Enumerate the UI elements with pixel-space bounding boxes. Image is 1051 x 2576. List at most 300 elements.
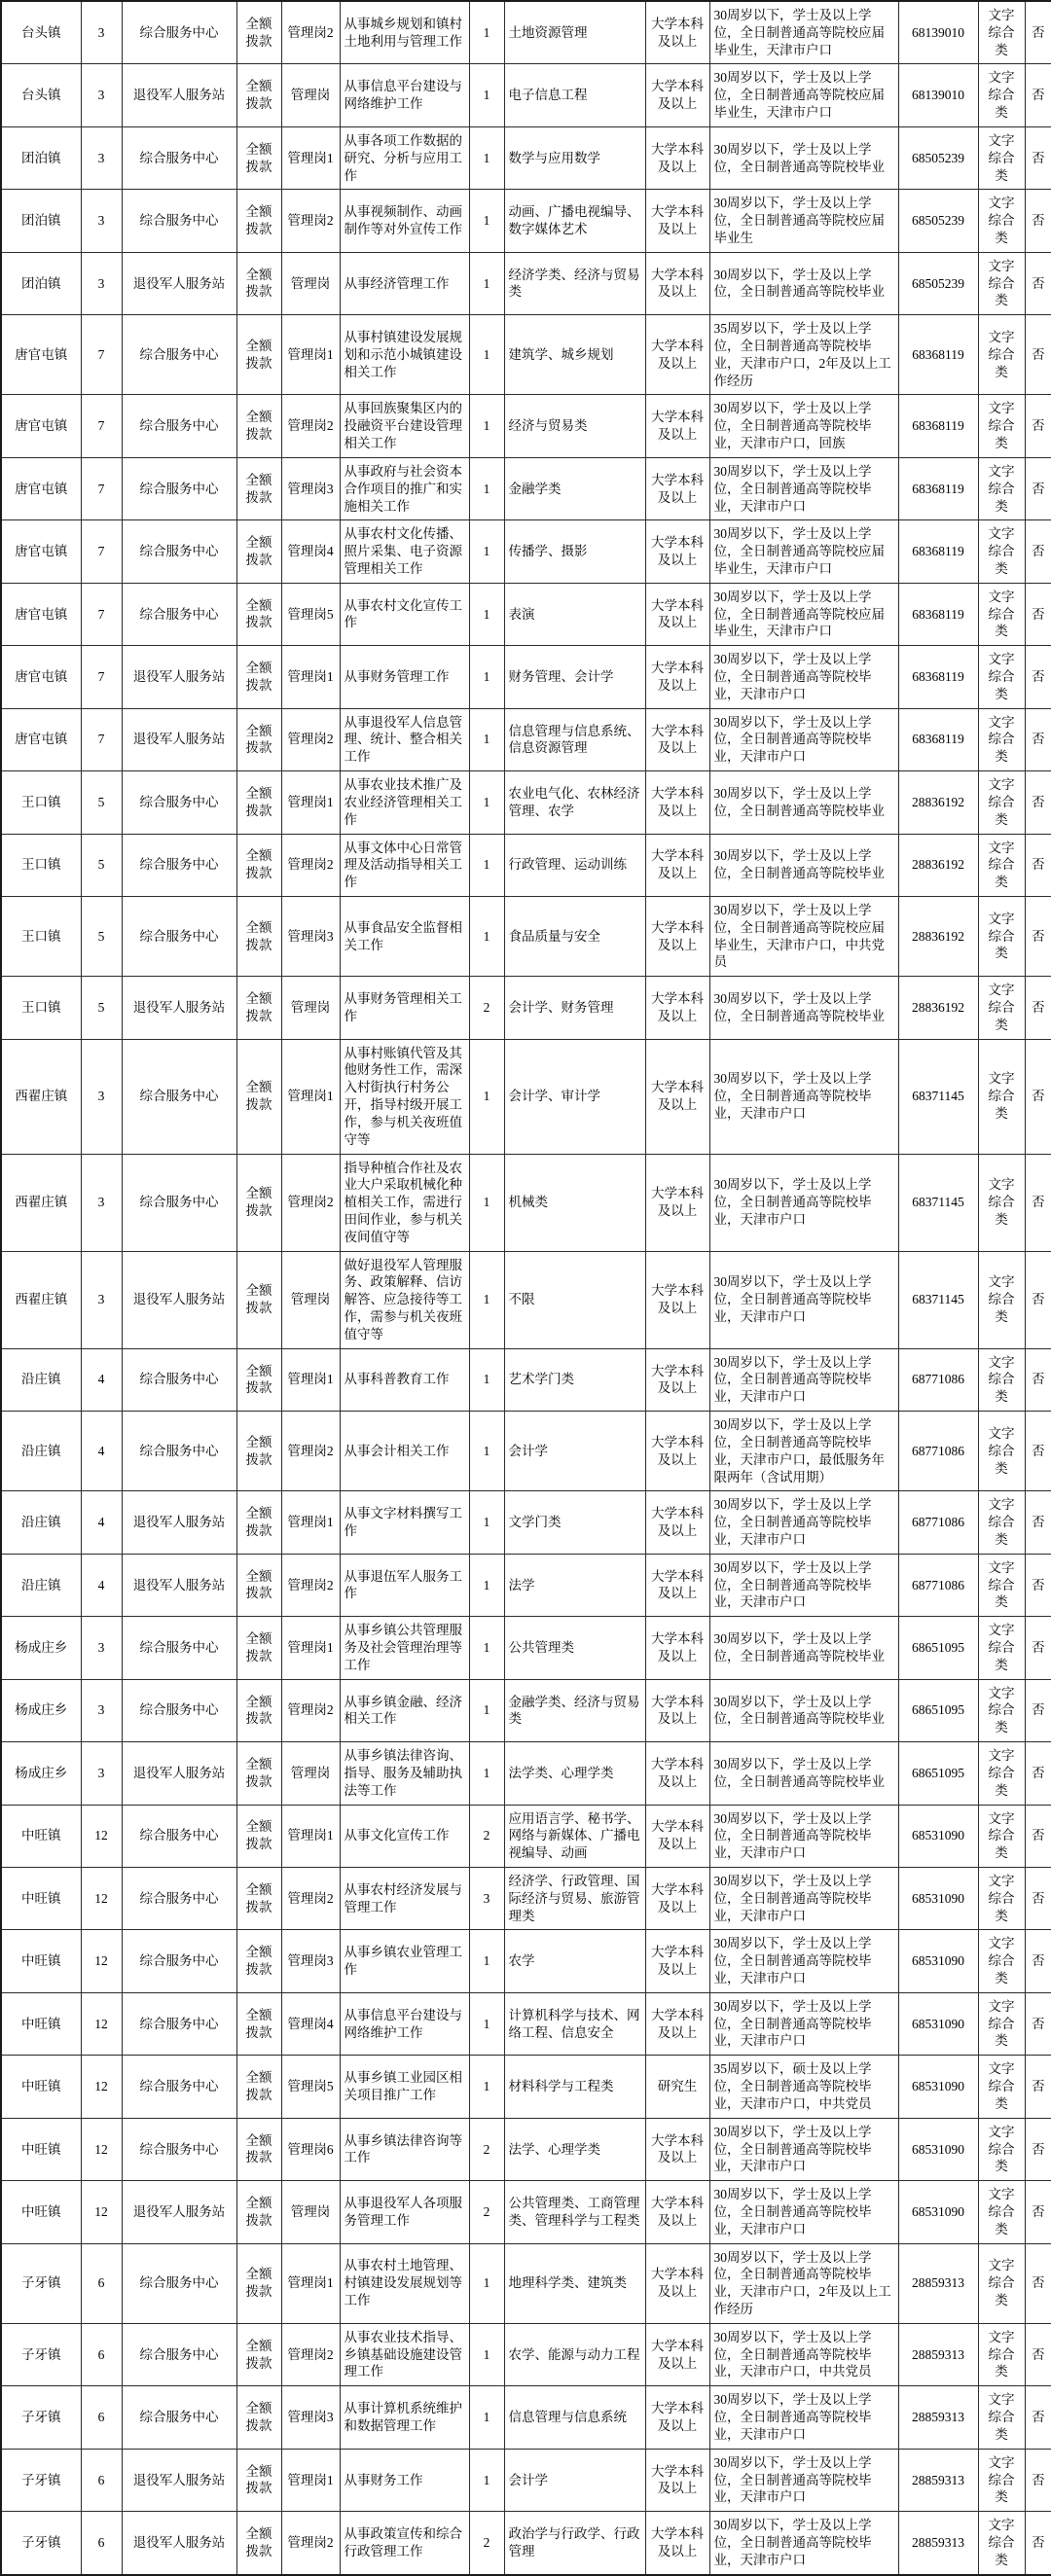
cell-fund: 全额拨款 (236, 1805, 281, 1867)
cell-unit: 综合服务中心 (122, 2243, 236, 2323)
cell-other: 30周岁以下，学士及以上学位，全日制普通高等院校毕业，天津市户口 (709, 2449, 898, 2511)
cell-duty: 从事乡镇法律咨询、指导、服务及辅助执法等工作 (340, 1742, 469, 1805)
cell-major: 法学类、心理学类 (504, 1742, 645, 1805)
cell-minority: 否 (1025, 1412, 1051, 1491)
cell-num: 1 (469, 646, 504, 708)
cell-town: 唐官屯镇 (1, 457, 81, 519)
cell-num: 1 (469, 1039, 504, 1154)
cell-fund: 全额拨款 (236, 708, 281, 770)
cell-code: 7 (81, 520, 122, 583)
cell-fund: 全额拨款 (236, 1930, 281, 1992)
cell-phone: 28859313 (898, 2449, 978, 2511)
cell-other: 30周岁以下，学士及以上学位，全日制普通高等院校毕业，天津市户口 (709, 1251, 898, 1348)
cell-minority: 否 (1025, 2056, 1051, 2118)
cell-minority: 否 (1025, 1154, 1051, 1251)
cell-exam: 文字综合类 (978, 2323, 1025, 2385)
cell-unit: 综合服务中心 (122, 896, 236, 976)
cell-code: 3 (81, 126, 122, 189)
cell-phone: 68531090 (898, 2181, 978, 2243)
cell-exam: 文字综合类 (978, 977, 1025, 1039)
cell-code: 4 (81, 1554, 122, 1616)
cell-other: 30周岁以下，学士及以上学位，全日制普通高等院校应届毕业生，天津市户口 (709, 520, 898, 583)
table-row (1, 1867, 1051, 1929)
cell-post: 管理岗2 (281, 1679, 340, 1741)
cell-duty: 从事文化宣传工作 (340, 1805, 469, 1867)
cell-other: 30周岁以下，学士及以上学位，全日制普通高等院校毕业，天津市户口 (709, 1154, 898, 1251)
cell-num: 1 (469, 252, 504, 314)
cell-phone: 68139010 (898, 1, 978, 64)
cell-unit: 综合服务中心 (122, 520, 236, 583)
cell-other: 30周岁以下，学士及以上学位，全日制普通高等院校毕业 (709, 1679, 898, 1741)
cell-post: 管理岗2 (281, 1154, 340, 1251)
cell-edu: 大学本科及以上 (645, 2386, 709, 2449)
table-row (1, 1412, 1051, 1491)
cell-code: 6 (81, 2323, 122, 2385)
cell-unit: 综合服务中心 (122, 190, 236, 252)
table-row (1, 520, 1051, 583)
cell-fund: 全额拨款 (236, 1742, 281, 1805)
cell-phone: 68531090 (898, 2056, 978, 2118)
cell-duty: 从事乡镇农业管理工作 (340, 1930, 469, 1992)
cell-exam: 文字综合类 (978, 2386, 1025, 2449)
table-row (1, 457, 1051, 519)
cell-duty: 从事农村文化宣传工作 (340, 583, 469, 645)
cell-post: 管理岗1 (281, 126, 340, 189)
cell-exam: 文字综合类 (978, 1491, 1025, 1554)
cell-edu: 大学本科及以上 (645, 252, 709, 314)
cell-code: 7 (81, 708, 122, 770)
cell-post: 管理岗2 (281, 1412, 340, 1491)
cell-edu: 大学本科及以上 (645, 1930, 709, 1992)
cell-code: 5 (81, 896, 122, 976)
cell-major: 会计学 (504, 1412, 645, 1491)
cell-code: 7 (81, 315, 122, 395)
cell-fund: 全额拨款 (236, 646, 281, 708)
cell-minority: 否 (1025, 1867, 1051, 1929)
cell-phone: 68368119 (898, 395, 978, 457)
cell-code: 12 (81, 2118, 122, 2180)
cell-town: 中旺镇 (1, 1867, 81, 1929)
cell-town: 台头镇 (1, 64, 81, 126)
cell-unit: 综合服务中心 (122, 1992, 236, 2055)
cell-post: 管理岗2 (281, 1554, 340, 1616)
cell-edu: 大学本科及以上 (645, 1867, 709, 1929)
cell-fund: 全额拨款 (236, 2386, 281, 2449)
cell-major: 金融学类、经济与贸易类 (504, 1679, 645, 1741)
cell-other: 30周岁以下，学士及以上学位，全日制普通高等院校应届毕业生，天津市户口 (709, 1, 898, 64)
cell-post: 管理岗1 (281, 2449, 340, 2511)
cell-code: 6 (81, 2512, 122, 2575)
cell-minority: 否 (1025, 2181, 1051, 2243)
cell-fund: 全额拨款 (236, 1, 281, 64)
cell-num: 1 (469, 1679, 504, 1741)
cell-phone: 28836192 (898, 834, 978, 896)
cell-num: 1 (469, 520, 504, 583)
cell-town: 中旺镇 (1, 2118, 81, 2180)
cell-edu: 大学本科及以上 (645, 771, 709, 834)
table-row (1, 1491, 1051, 1554)
cell-code: 3 (81, 1039, 122, 1154)
cell-unit: 退役军人服务站 (122, 977, 236, 1039)
cell-major: 法学 (504, 1554, 645, 1616)
cell-num: 2 (469, 2118, 504, 2180)
cell-major: 艺术学门类 (504, 1348, 645, 1411)
cell-code: 3 (81, 1154, 122, 1251)
cell-duty: 从事政策宣传和综合行政管理工作 (340, 2512, 469, 2575)
cell-unit: 退役军人服务站 (122, 252, 236, 314)
cell-town: 团泊镇 (1, 252, 81, 314)
cell-code: 7 (81, 457, 122, 519)
cell-post: 管理岗5 (281, 2056, 340, 2118)
cell-unit: 退役军人服务站 (122, 2449, 236, 2511)
cell-num: 1 (469, 896, 504, 976)
cell-minority: 否 (1025, 1491, 1051, 1554)
cell-unit: 综合服务中心 (122, 1930, 236, 1992)
table-row (1, 771, 1051, 834)
cell-minority: 否 (1025, 2243, 1051, 2323)
cell-major: 农学 (504, 1930, 645, 1992)
cell-phone: 68368119 (898, 315, 978, 395)
cell-num: 1 (469, 315, 504, 395)
cell-code: 3 (81, 64, 122, 126)
cell-fund: 全额拨款 (236, 126, 281, 189)
cell-fund: 全额拨款 (236, 2118, 281, 2180)
cell-phone: 68368119 (898, 708, 978, 770)
cell-town: 杨成庄乡 (1, 1742, 81, 1805)
table-row (1, 1617, 1051, 1679)
cell-num: 1 (469, 457, 504, 519)
cell-edu: 大学本科及以上 (645, 2181, 709, 2243)
cell-num: 1 (469, 190, 504, 252)
table-row (1, 64, 1051, 126)
cell-phone: 68531090 (898, 1992, 978, 2055)
cell-num: 1 (469, 2056, 504, 2118)
cell-unit: 综合服务中心 (122, 1617, 236, 1679)
cell-other: 30周岁以下，学士及以上学位，全日制普通高等院校毕业，天津市户口 (709, 1867, 898, 1929)
cell-exam: 文字综合类 (978, 2243, 1025, 2323)
cell-exam: 文字综合类 (978, 2118, 1025, 2180)
table-row (1, 977, 1051, 1039)
cell-other: 30周岁以下，学士及以上学位，全日制普通高等院校毕业 (709, 834, 898, 896)
cell-unit: 综合服务中心 (122, 2323, 236, 2385)
cell-fund: 全额拨款 (236, 1617, 281, 1679)
cell-num: 1 (469, 771, 504, 834)
cell-minority: 否 (1025, 315, 1051, 395)
cell-fund: 全额拨款 (236, 2056, 281, 2118)
cell-edu: 大学本科及以上 (645, 395, 709, 457)
cell-fund: 全额拨款 (236, 1491, 281, 1554)
cell-unit: 综合服务中心 (122, 771, 236, 834)
cell-town: 子牙镇 (1, 2243, 81, 2323)
cell-minority: 否 (1025, 1, 1051, 64)
table-row (1, 1554, 1051, 1616)
cell-town: 唐官屯镇 (1, 646, 81, 708)
cell-exam: 文字综合类 (978, 315, 1025, 395)
table-row (1, 1154, 1051, 1251)
cell-code: 6 (81, 2243, 122, 2323)
table-row (1, 2512, 1051, 2575)
cell-num: 2 (469, 977, 504, 1039)
cell-code: 3 (81, 252, 122, 314)
cell-phone: 68531090 (898, 1930, 978, 1992)
cell-major: 信息管理与信息系统、信息资源管理 (504, 708, 645, 770)
cell-unit: 退役军人服务站 (122, 2512, 236, 2575)
cell-exam: 文字综合类 (978, 1, 1025, 64)
cell-duty: 从事乡镇公共管理服务及社会管理治理等工作 (340, 1617, 469, 1679)
cell-major: 经济学类、经济与贸易类 (504, 252, 645, 314)
cell-num: 1 (469, 1992, 504, 2055)
cell-exam: 文字综合类 (978, 520, 1025, 583)
cell-code: 7 (81, 646, 122, 708)
cell-exam: 文字综合类 (978, 1617, 1025, 1679)
cell-phone: 68771086 (898, 1348, 978, 1411)
cell-other: 30周岁以下，学士及以上学位，全日制普通高等院校应届毕业生 (709, 190, 898, 252)
cell-fund: 全额拨款 (236, 395, 281, 457)
cell-code: 5 (81, 977, 122, 1039)
table-row (1, 315, 1051, 395)
cell-minority: 否 (1025, 457, 1051, 519)
cell-minority: 否 (1025, 1805, 1051, 1867)
cell-duty: 从事计算机系统维护和数据管理工作 (340, 2386, 469, 2449)
cell-exam: 文字综合类 (978, 1930, 1025, 1992)
cell-minority: 否 (1025, 2323, 1051, 2385)
cell-code: 3 (81, 1617, 122, 1679)
cell-other: 30周岁以下，学士及以上学位，全日制普通高等院校毕业 (709, 771, 898, 834)
cell-post: 管理岗2 (281, 1, 340, 64)
cell-duty: 从事食品安全监督相关工作 (340, 896, 469, 976)
cell-town: 中旺镇 (1, 1805, 81, 1867)
cell-fund: 全额拨款 (236, 1348, 281, 1411)
cell-duty: 从事农村经济发展与管理工作 (340, 1867, 469, 1929)
cell-other: 30周岁以下，学士及以上学位，全日制普通高等院校毕业，天津市户口 (709, 2181, 898, 2243)
cell-unit: 综合服务中心 (122, 315, 236, 395)
cell-edu: 大学本科及以上 (645, 1412, 709, 1491)
cell-other: 30周岁以下，学士及以上学位，全日制普通高等院校应届毕业生，天津市户口 (709, 64, 898, 126)
table-row (1, 1, 1051, 64)
cell-duty: 从事科普教育工作 (340, 1348, 469, 1411)
cell-minority: 否 (1025, 1039, 1051, 1154)
cell-duty: 从事村账镇代管及其他财务性工作，需深入村街执行村务公开，指导村级开展工作，参与机关夜班值守等 (340, 1039, 469, 1154)
cell-post: 管理岗1 (281, 1348, 340, 1411)
cell-fund: 全额拨款 (236, 1554, 281, 1616)
cell-post: 管理岗2 (281, 1867, 340, 1929)
cell-edu: 大学本科及以上 (645, 1491, 709, 1554)
cell-exam: 文字综合类 (978, 1679, 1025, 1741)
cell-unit: 退役军人服务站 (122, 2181, 236, 2243)
cell-town: 沿庄镇 (1, 1348, 81, 1411)
cell-phone: 28836192 (898, 771, 978, 834)
cell-unit: 综合服务中心 (122, 583, 236, 645)
cell-town: 唐官屯镇 (1, 315, 81, 395)
cell-unit: 综合服务中心 (122, 834, 236, 896)
table-row (1, 1679, 1051, 1741)
cell-fund: 全额拨款 (236, 834, 281, 896)
cell-exam: 文字综合类 (978, 1867, 1025, 1929)
cell-major: 会计学、审计学 (504, 1039, 645, 1154)
cell-code: 6 (81, 2449, 122, 2511)
cell-town: 子牙镇 (1, 2386, 81, 2449)
cell-unit: 综合服务中心 (122, 1805, 236, 1867)
cell-code: 12 (81, 2181, 122, 2243)
cell-other: 30周岁以下，学士及以上学位，全日制普通高等院校毕业 (709, 1742, 898, 1805)
cell-duty: 从事农村土地管理、村镇建设发展规划等工作 (340, 2243, 469, 2323)
cell-major: 行政管理、运动训练 (504, 834, 645, 896)
cell-edu: 大学本科及以上 (645, 1554, 709, 1616)
cell-town: 子牙镇 (1, 2323, 81, 2385)
table-row (1, 708, 1051, 770)
cell-num: 1 (469, 1930, 504, 1992)
cell-major: 农学、能源与动力工程 (504, 2323, 645, 2385)
cell-edu: 大学本科及以上 (645, 64, 709, 126)
cell-duty: 从事信息平台建设与网络维护工作 (340, 64, 469, 126)
cell-exam: 文字综合类 (978, 646, 1025, 708)
cell-town: 王口镇 (1, 896, 81, 976)
cell-other: 30周岁以下，学士及以上学位，全日制普通高等院校毕业，天津市户口 (709, 2118, 898, 2180)
cell-other: 30周岁以下，学士及以上学位，全日制普通高等院校毕业，天津市户口 (709, 2512, 898, 2575)
cell-num: 1 (469, 834, 504, 896)
cell-code: 12 (81, 1992, 122, 2055)
cell-other: 30周岁以下，学士及以上学位，全日制普通高等院校毕业，天津市户口，回族 (709, 395, 898, 457)
cell-minority: 否 (1025, 771, 1051, 834)
cell-minority: 否 (1025, 64, 1051, 126)
cell-unit: 综合服务中心 (122, 457, 236, 519)
cell-unit: 综合服务中心 (122, 1412, 236, 1491)
cell-num: 1 (469, 2449, 504, 2511)
cell-duty: 从事退役军人各项服务管理工作 (340, 2181, 469, 2243)
cell-num: 1 (469, 2243, 504, 2323)
cell-phone: 68368119 (898, 457, 978, 519)
cell-fund: 全额拨款 (236, 457, 281, 519)
cell-phone: 68531090 (898, 1867, 978, 1929)
cell-edu: 大学本科及以上 (645, 646, 709, 708)
cell-post: 管理岗1 (281, 1039, 340, 1154)
cell-minority: 否 (1025, 977, 1051, 1039)
cell-edu: 研究生 (645, 2056, 709, 2118)
cell-edu: 大学本科及以上 (645, 834, 709, 896)
cell-minority: 否 (1025, 190, 1051, 252)
cell-duty: 从事政府与社会资本合作项目的推广和实施相关工作 (340, 457, 469, 519)
cell-edu: 大学本科及以上 (645, 583, 709, 645)
cell-town: 西翟庄镇 (1, 1251, 81, 1348)
cell-num: 2 (469, 1805, 504, 1867)
cell-num: 1 (469, 2323, 504, 2385)
cell-fund: 全额拨款 (236, 252, 281, 314)
cell-minority: 否 (1025, 583, 1051, 645)
cell-duty: 从事乡镇法律咨询等工作 (340, 2118, 469, 2180)
cell-phone: 28859313 (898, 2386, 978, 2449)
cell-duty: 从事财务管理工作 (340, 646, 469, 708)
cell-num: 1 (469, 1251, 504, 1348)
cell-code: 12 (81, 1930, 122, 1992)
cell-minority: 否 (1025, 2118, 1051, 2180)
cell-post: 管理岗1 (281, 1805, 340, 1867)
cell-exam: 文字综合类 (978, 771, 1025, 834)
cell-phone: 68531090 (898, 2118, 978, 2180)
cell-town: 沿庄镇 (1, 1491, 81, 1554)
cell-edu: 大学本科及以上 (645, 1992, 709, 2055)
cell-post: 管理岗3 (281, 896, 340, 976)
cell-phone: 28859313 (898, 2323, 978, 2385)
cell-duty: 从事乡镇金融、经济相关工作 (340, 1679, 469, 1741)
cell-duty: 从事农业技术指导、乡镇基础设施建设管理工作 (340, 2323, 469, 2385)
cell-fund: 全额拨款 (236, 1039, 281, 1154)
cell-other: 30周岁以下，学士及以上学位，全日制普通高等院校毕业，天津市户口 (709, 457, 898, 519)
cell-post: 管理岗3 (281, 2386, 340, 2449)
cell-minority: 否 (1025, 395, 1051, 457)
cell-exam: 文字综合类 (978, 1348, 1025, 1411)
cell-fund: 全额拨款 (236, 2243, 281, 2323)
cell-major: 土地资源管理 (504, 1, 645, 64)
cell-unit: 综合服务中心 (122, 1348, 236, 1411)
cell-exam: 文字综合类 (978, 1554, 1025, 1616)
cell-phone: 68651095 (898, 1742, 978, 1805)
cell-unit: 综合服务中心 (122, 1867, 236, 1929)
cell-town: 王口镇 (1, 771, 81, 834)
cell-post: 管理岗 (281, 64, 340, 126)
cell-unit: 综合服务中心 (122, 2056, 236, 2118)
cell-post: 管理岗2 (281, 2323, 340, 2385)
cell-phone: 68368119 (898, 646, 978, 708)
cell-phone: 68368119 (898, 583, 978, 645)
cell-other: 30周岁以下，学士及以上学位，全日制普通高等院校应届毕业生，天津市户口，中共党员 (709, 896, 898, 976)
cell-num: 1 (469, 1412, 504, 1491)
cell-num: 1 (469, 1, 504, 64)
cell-post: 管理岗 (281, 1251, 340, 1348)
cell-duty: 从事信息平台建设与网络维护工作 (340, 1992, 469, 2055)
cell-code: 12 (81, 1867, 122, 1929)
cell-exam: 文字综合类 (978, 2056, 1025, 2118)
cell-other: 35周岁以下，学士及以上学位，全日制普通高等院校毕业，天津市户口，2年及以上工作经历 (709, 315, 898, 395)
cell-exam: 文字综合类 (978, 126, 1025, 189)
cell-town: 唐官屯镇 (1, 520, 81, 583)
cell-edu: 大学本科及以上 (645, 1, 709, 64)
cell-edu: 大学本科及以上 (645, 1679, 709, 1741)
cell-unit: 退役军人服务站 (122, 708, 236, 770)
cell-town: 台头镇 (1, 1, 81, 64)
cell-major: 传播学、摄影 (504, 520, 645, 583)
cell-duty: 从事财务工作 (340, 2449, 469, 2511)
cell-town: 中旺镇 (1, 1930, 81, 1992)
cell-phone: 68371145 (898, 1039, 978, 1154)
cell-edu: 大学本科及以上 (645, 457, 709, 519)
cell-edu: 大学本科及以上 (645, 2323, 709, 2385)
cell-other: 30周岁以下，学士及以上学位，全日制普通高等院校毕业，天津市户口 (709, 1992, 898, 2055)
cell-exam: 文字综合类 (978, 457, 1025, 519)
table-row (1, 2386, 1051, 2449)
cell-exam: 文字综合类 (978, 583, 1025, 645)
cell-other: 30周岁以下，学士及以上学位，全日制普通高等院校毕业，天津市户口 (709, 1491, 898, 1554)
cell-town: 子牙镇 (1, 2512, 81, 2575)
cell-phone: 68371145 (898, 1154, 978, 1251)
cell-fund: 全额拨款 (236, 315, 281, 395)
table-row (1, 1348, 1051, 1411)
cell-major: 文学门类 (504, 1491, 645, 1554)
cell-edu: 大学本科及以上 (645, 2243, 709, 2323)
cell-edu: 大学本科及以上 (645, 1039, 709, 1154)
cell-exam: 文字综合类 (978, 2512, 1025, 2575)
cell-town: 杨成庄乡 (1, 1617, 81, 1679)
cell-minority: 否 (1025, 896, 1051, 976)
cell-major: 金融学类 (504, 457, 645, 519)
table-row (1, 2181, 1051, 2243)
cell-other: 30周岁以下，学士及以上学位，全日制普通高等院校毕业，天津市户口，中共党员 (709, 2323, 898, 2385)
cell-phone: 68651095 (898, 1617, 978, 1679)
cell-post: 管理岗1 (281, 646, 340, 708)
cell-code: 4 (81, 1412, 122, 1491)
cell-fund: 全额拨款 (236, 1867, 281, 1929)
cell-exam: 文字综合类 (978, 252, 1025, 314)
cell-phone: 28836192 (898, 977, 978, 1039)
